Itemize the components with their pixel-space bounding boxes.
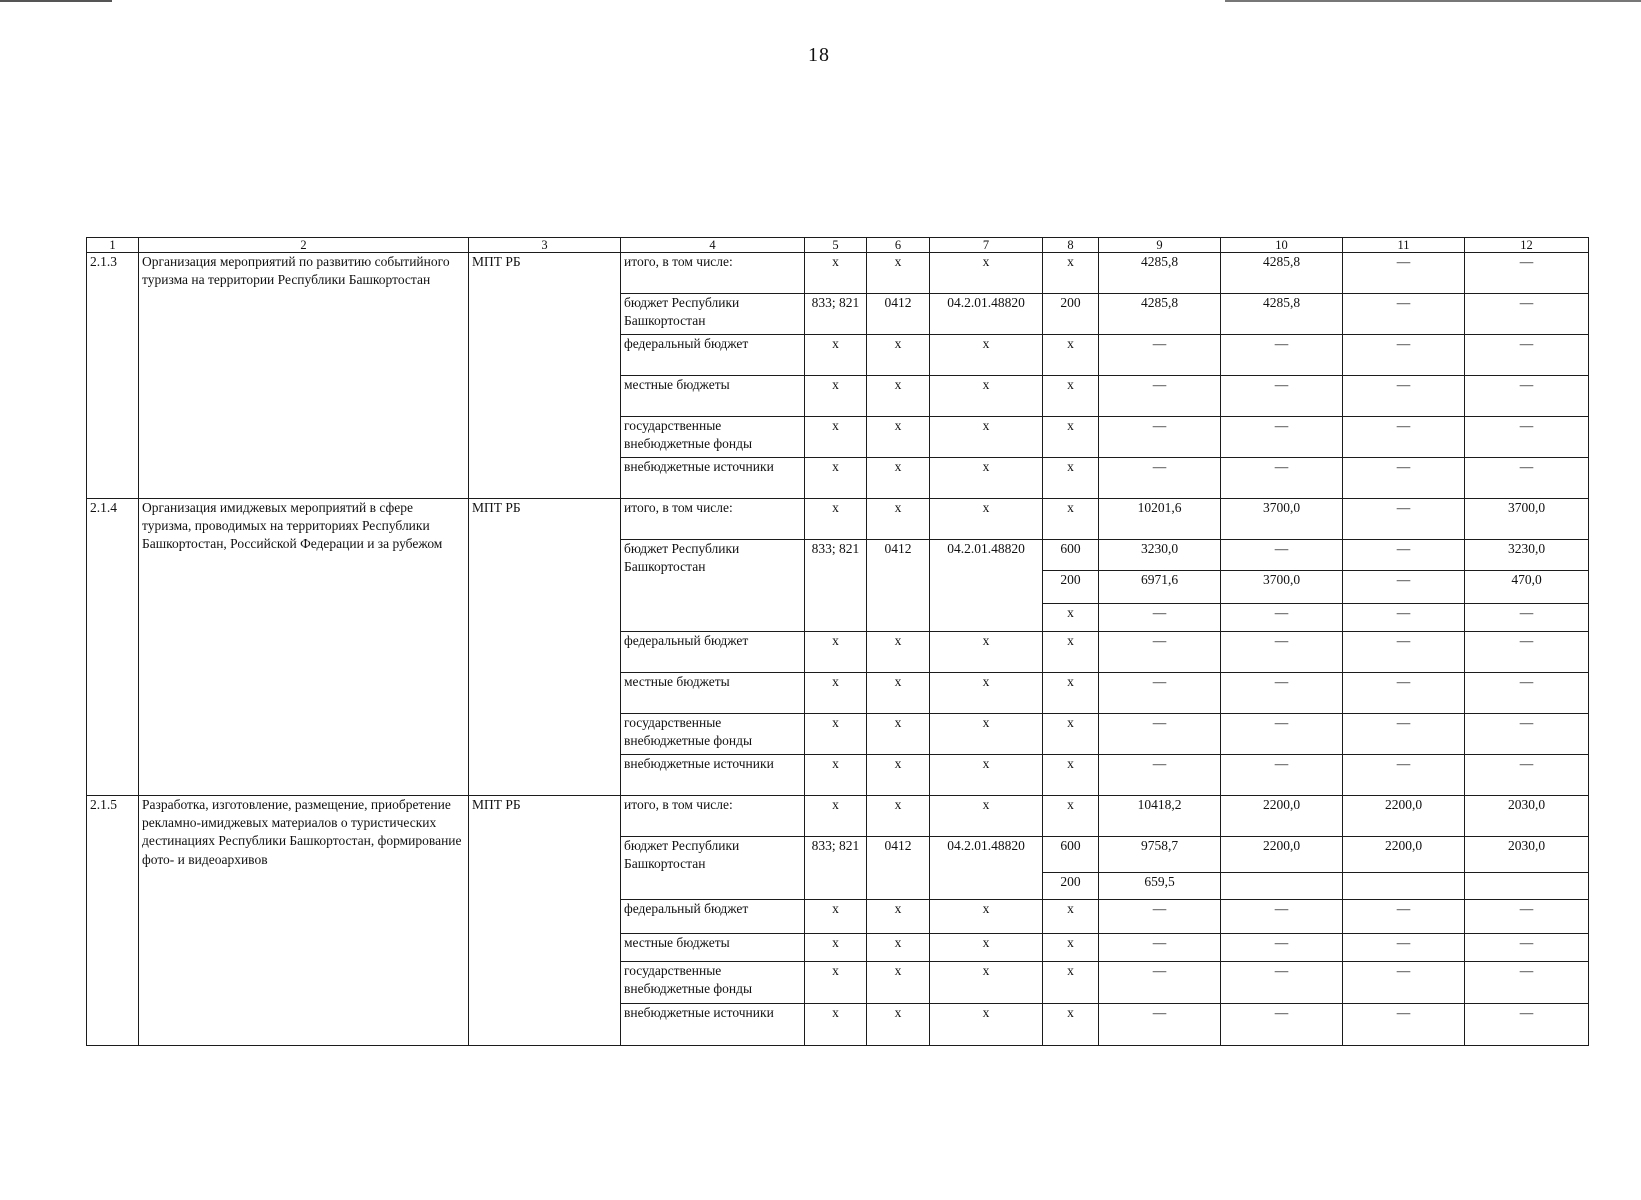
source-label: государственные внебюджетные фонды	[621, 417, 805, 458]
cell-c10: —	[1221, 934, 1343, 962]
cell-c10: —	[1221, 714, 1343, 755]
cell-c8: х	[1043, 604, 1099, 632]
cell-c8: х	[1043, 900, 1099, 934]
cell-c11: —	[1343, 934, 1465, 962]
source-label: федеральный бюджет	[621, 632, 805, 673]
cell-c6: х	[867, 934, 930, 962]
executor: МПТ РБ	[469, 499, 621, 796]
cell-c9: —	[1099, 962, 1221, 1004]
cell-c7: х	[930, 1004, 1043, 1046]
cell-c11: —	[1343, 673, 1465, 714]
cell-c5: х	[805, 900, 867, 934]
cell-c5: х	[805, 755, 867, 796]
source-label: федеральный бюджет	[621, 335, 805, 376]
column-header: 3	[469, 238, 621, 253]
cell-c6: х	[867, 335, 930, 376]
column-header: 10	[1221, 238, 1343, 253]
cell-c9: —	[1099, 900, 1221, 934]
cell-c6: х	[867, 900, 930, 934]
executor: МПТ РБ	[469, 253, 621, 499]
cell-c11: —	[1343, 604, 1465, 632]
cell-c12	[1465, 873, 1589, 900]
cell-c8: 200	[1043, 571, 1099, 604]
cell-c9: —	[1099, 673, 1221, 714]
cell-c10: —	[1221, 376, 1343, 417]
cell-c10: —	[1221, 673, 1343, 714]
cell-c6: х	[867, 417, 930, 458]
cell-c10: 2200,0	[1221, 837, 1343, 873]
cell-c8: х	[1043, 714, 1099, 755]
cell-c8: х	[1043, 962, 1099, 1004]
cell-c5: х	[805, 934, 867, 962]
cell-c10: 3700,0	[1221, 499, 1343, 540]
cell-c9: 3230,0	[1099, 540, 1221, 571]
cell-c11: —	[1343, 499, 1465, 540]
column-header: 6	[867, 238, 930, 253]
cell-c12: —	[1465, 632, 1589, 673]
cell-c7: х	[930, 253, 1043, 294]
cell-c8: х	[1043, 934, 1099, 962]
cell-c9: —	[1099, 376, 1221, 417]
cell-c10: 2200,0	[1221, 796, 1343, 837]
cell-c9: 4285,8	[1099, 253, 1221, 294]
column-header: 9	[1099, 238, 1221, 253]
cell-c9: 659,5	[1099, 873, 1221, 900]
cell-c6: х	[867, 499, 930, 540]
cell-c11: —	[1343, 714, 1465, 755]
cell-c7: 04.2.01.48820	[930, 837, 1043, 900]
cell-c8: 200	[1043, 294, 1099, 335]
column-header: 4	[621, 238, 805, 253]
cell-c7: х	[930, 755, 1043, 796]
cell-c5: х	[805, 796, 867, 837]
cell-c5: 833; 821	[805, 540, 867, 632]
table-row	[87, 796, 1589, 837]
cell-c10: —	[1221, 900, 1343, 934]
column-header: 8	[1043, 238, 1099, 253]
cell-c9: —	[1099, 755, 1221, 796]
cell-c12: —	[1465, 714, 1589, 755]
cell-c11: —	[1343, 755, 1465, 796]
cell-c5: х	[805, 714, 867, 755]
cell-c11: —	[1343, 571, 1465, 604]
source-label: бюджет Республики Башкортостан	[621, 837, 805, 900]
cell-c12: 3230,0	[1465, 540, 1589, 571]
cell-c7: х	[930, 335, 1043, 376]
cell-c8: 600	[1043, 540, 1099, 571]
cell-c12: —	[1465, 294, 1589, 335]
source-label: бюджет Республики Башкортостан	[621, 294, 805, 335]
cell-c8: х	[1043, 499, 1099, 540]
cell-c10: —	[1221, 755, 1343, 796]
cell-c8: х	[1043, 253, 1099, 294]
cell-c8: 200	[1043, 873, 1099, 900]
cell-c5: 833; 821	[805, 294, 867, 335]
scan-edge-line	[0, 0, 112, 2]
cell-c7: х	[930, 934, 1043, 962]
cell-c12: —	[1465, 673, 1589, 714]
cell-c9: 4285,8	[1099, 294, 1221, 335]
cell-c5: х	[805, 632, 867, 673]
cell-c10	[1221, 873, 1343, 900]
cell-c7: х	[930, 458, 1043, 499]
cell-c7: х	[930, 796, 1043, 837]
activity-name: Организация мероприятий по развитию событийного туризма на территории Республики Башкортостан	[139, 253, 469, 499]
cell-c6: 0412	[867, 837, 930, 900]
cell-c12: 470,0	[1465, 571, 1589, 604]
cell-c5: х	[805, 673, 867, 714]
cell-c10: 3700,0	[1221, 571, 1343, 604]
row-number: 2.1.4	[87, 499, 139, 796]
cell-c9: —	[1099, 632, 1221, 673]
cell-c10: —	[1221, 335, 1343, 376]
source-label: местные бюджеты	[621, 934, 805, 962]
cell-c10: —	[1221, 632, 1343, 673]
source-label: федеральный бюджет	[621, 900, 805, 934]
cell-c10: 4285,8	[1221, 253, 1343, 294]
cell-c6: х	[867, 458, 930, 499]
cell-c5: х	[805, 376, 867, 417]
cell-c10: —	[1221, 417, 1343, 458]
cell-c7: х	[930, 962, 1043, 1004]
cell-c5: х	[805, 253, 867, 294]
cell-c10: 4285,8	[1221, 294, 1343, 335]
executor: МПТ РБ	[469, 796, 621, 1046]
cell-c11: —	[1343, 294, 1465, 335]
column-header: 12	[1465, 238, 1589, 253]
row-number: 2.1.5	[87, 796, 139, 1046]
cell-c7: х	[930, 673, 1043, 714]
cell-c12: —	[1465, 1004, 1589, 1046]
source-label: итого, в том числе:	[621, 796, 805, 837]
scan-edge-line	[1225, 0, 1641, 2]
cell-c11: —	[1343, 253, 1465, 294]
cell-c7: х	[930, 417, 1043, 458]
cell-c5: х	[805, 335, 867, 376]
cell-c7: х	[930, 900, 1043, 934]
cell-c5: х	[805, 417, 867, 458]
column-header: 7	[930, 238, 1043, 253]
table-row	[87, 499, 1589, 540]
cell-c9: 10201,6	[1099, 499, 1221, 540]
cell-c12: 2030,0	[1465, 837, 1589, 873]
cell-c9: —	[1099, 934, 1221, 962]
cell-c7: х	[930, 714, 1043, 755]
cell-c8: х	[1043, 335, 1099, 376]
cell-c12: —	[1465, 604, 1589, 632]
cell-c6: х	[867, 962, 930, 1004]
cell-c5: х	[805, 458, 867, 499]
cell-c11: 2200,0	[1343, 837, 1465, 873]
cell-c9: —	[1099, 1004, 1221, 1046]
budget-table	[86, 237, 1589, 1046]
cell-c6: х	[867, 673, 930, 714]
cell-c6: 0412	[867, 294, 930, 335]
source-label: внебюджетные источники	[621, 1004, 805, 1046]
page-number: 18	[808, 44, 830, 66]
column-header: 5	[805, 238, 867, 253]
cell-c11: —	[1343, 376, 1465, 417]
cell-c11: —	[1343, 540, 1465, 571]
cell-c12: —	[1465, 253, 1589, 294]
cell-c7: 04.2.01.48820	[930, 540, 1043, 632]
cell-c8: х	[1043, 1004, 1099, 1046]
cell-c12: 3700,0	[1465, 499, 1589, 540]
cell-c8: х	[1043, 458, 1099, 499]
cell-c11	[1343, 873, 1465, 900]
cell-c7: х	[930, 632, 1043, 673]
cell-c12: 2030,0	[1465, 796, 1589, 837]
source-label: государственные внебюджетные фонды	[621, 962, 805, 1004]
cell-c10: —	[1221, 604, 1343, 632]
cell-c5: х	[805, 1004, 867, 1046]
cell-c5: х	[805, 962, 867, 1004]
cell-c9: —	[1099, 604, 1221, 632]
cell-c12: —	[1465, 376, 1589, 417]
cell-c8: х	[1043, 755, 1099, 796]
cell-c7: х	[930, 499, 1043, 540]
cell-c6: х	[867, 632, 930, 673]
cell-c6: х	[867, 796, 930, 837]
cell-c6: х	[867, 1004, 930, 1046]
row-number: 2.1.3	[87, 253, 139, 499]
source-label: итого, в том числе:	[621, 253, 805, 294]
cell-c5: х	[805, 499, 867, 540]
cell-c11: —	[1343, 900, 1465, 934]
cell-c10: —	[1221, 1004, 1343, 1046]
cell-c7: х	[930, 376, 1043, 417]
cell-c8: х	[1043, 417, 1099, 458]
cell-c8: х	[1043, 376, 1099, 417]
cell-c9: 6971,6	[1099, 571, 1221, 604]
cell-c9: —	[1099, 714, 1221, 755]
cell-c6: х	[867, 253, 930, 294]
cell-c5: 833; 821	[805, 837, 867, 900]
cell-c10: —	[1221, 540, 1343, 571]
cell-c8: х	[1043, 673, 1099, 714]
activity-name: Организация имиджевых мероприятий в сфере туризма, проводимых на территориях Республики Башкортостан, Российской Федерации и за рубежом	[139, 499, 469, 796]
cell-c6: х	[867, 376, 930, 417]
cell-c11: —	[1343, 458, 1465, 499]
source-label: итого, в том числе:	[621, 499, 805, 540]
cell-c8: х	[1043, 796, 1099, 837]
source-label: внебюджетные источники	[621, 458, 805, 499]
cell-c12: —	[1465, 335, 1589, 376]
cell-c11: —	[1343, 632, 1465, 673]
cell-c6: х	[867, 714, 930, 755]
cell-c9: —	[1099, 458, 1221, 499]
cell-c9: 9758,7	[1099, 837, 1221, 873]
source-label: внебюджетные источники	[621, 755, 805, 796]
cell-c12: —	[1465, 900, 1589, 934]
cell-c12: —	[1465, 458, 1589, 499]
column-header: 1	[87, 238, 139, 253]
cell-c11: 2200,0	[1343, 796, 1465, 837]
activity-name: Разработка, изготовление, размещение, приобретение рекламно-имиджевых материалов о туристических дестинациях Республики Башкортостан, формирование фото- и видеоархивов	[139, 796, 469, 1046]
cell-c11: —	[1343, 335, 1465, 376]
column-header: 2	[139, 238, 469, 253]
cell-c6: 0412	[867, 540, 930, 632]
cell-c11: —	[1343, 962, 1465, 1004]
cell-c12: —	[1465, 417, 1589, 458]
cell-c7: 04.2.01.48820	[930, 294, 1043, 335]
cell-c6: х	[867, 755, 930, 796]
source-label: местные бюджеты	[621, 376, 805, 417]
source-label: бюджет Республики Башкортостан	[621, 540, 805, 632]
table-row	[87, 253, 1589, 294]
cell-c9: —	[1099, 335, 1221, 376]
cell-c9: 10418,2	[1099, 796, 1221, 837]
cell-c11: —	[1343, 417, 1465, 458]
cell-c12: —	[1465, 962, 1589, 1004]
cell-c10: —	[1221, 458, 1343, 499]
cell-c10: —	[1221, 962, 1343, 1004]
cell-c8: х	[1043, 632, 1099, 673]
cell-c12: —	[1465, 934, 1589, 962]
cell-c8: 600	[1043, 837, 1099, 873]
column-header: 11	[1343, 238, 1465, 253]
source-label: государственные внебюджетные фонды	[621, 714, 805, 755]
column-number-row	[87, 238, 1589, 253]
source-label: местные бюджеты	[621, 673, 805, 714]
cell-c11: —	[1343, 1004, 1465, 1046]
cell-c9: —	[1099, 417, 1221, 458]
cell-c12: —	[1465, 755, 1589, 796]
